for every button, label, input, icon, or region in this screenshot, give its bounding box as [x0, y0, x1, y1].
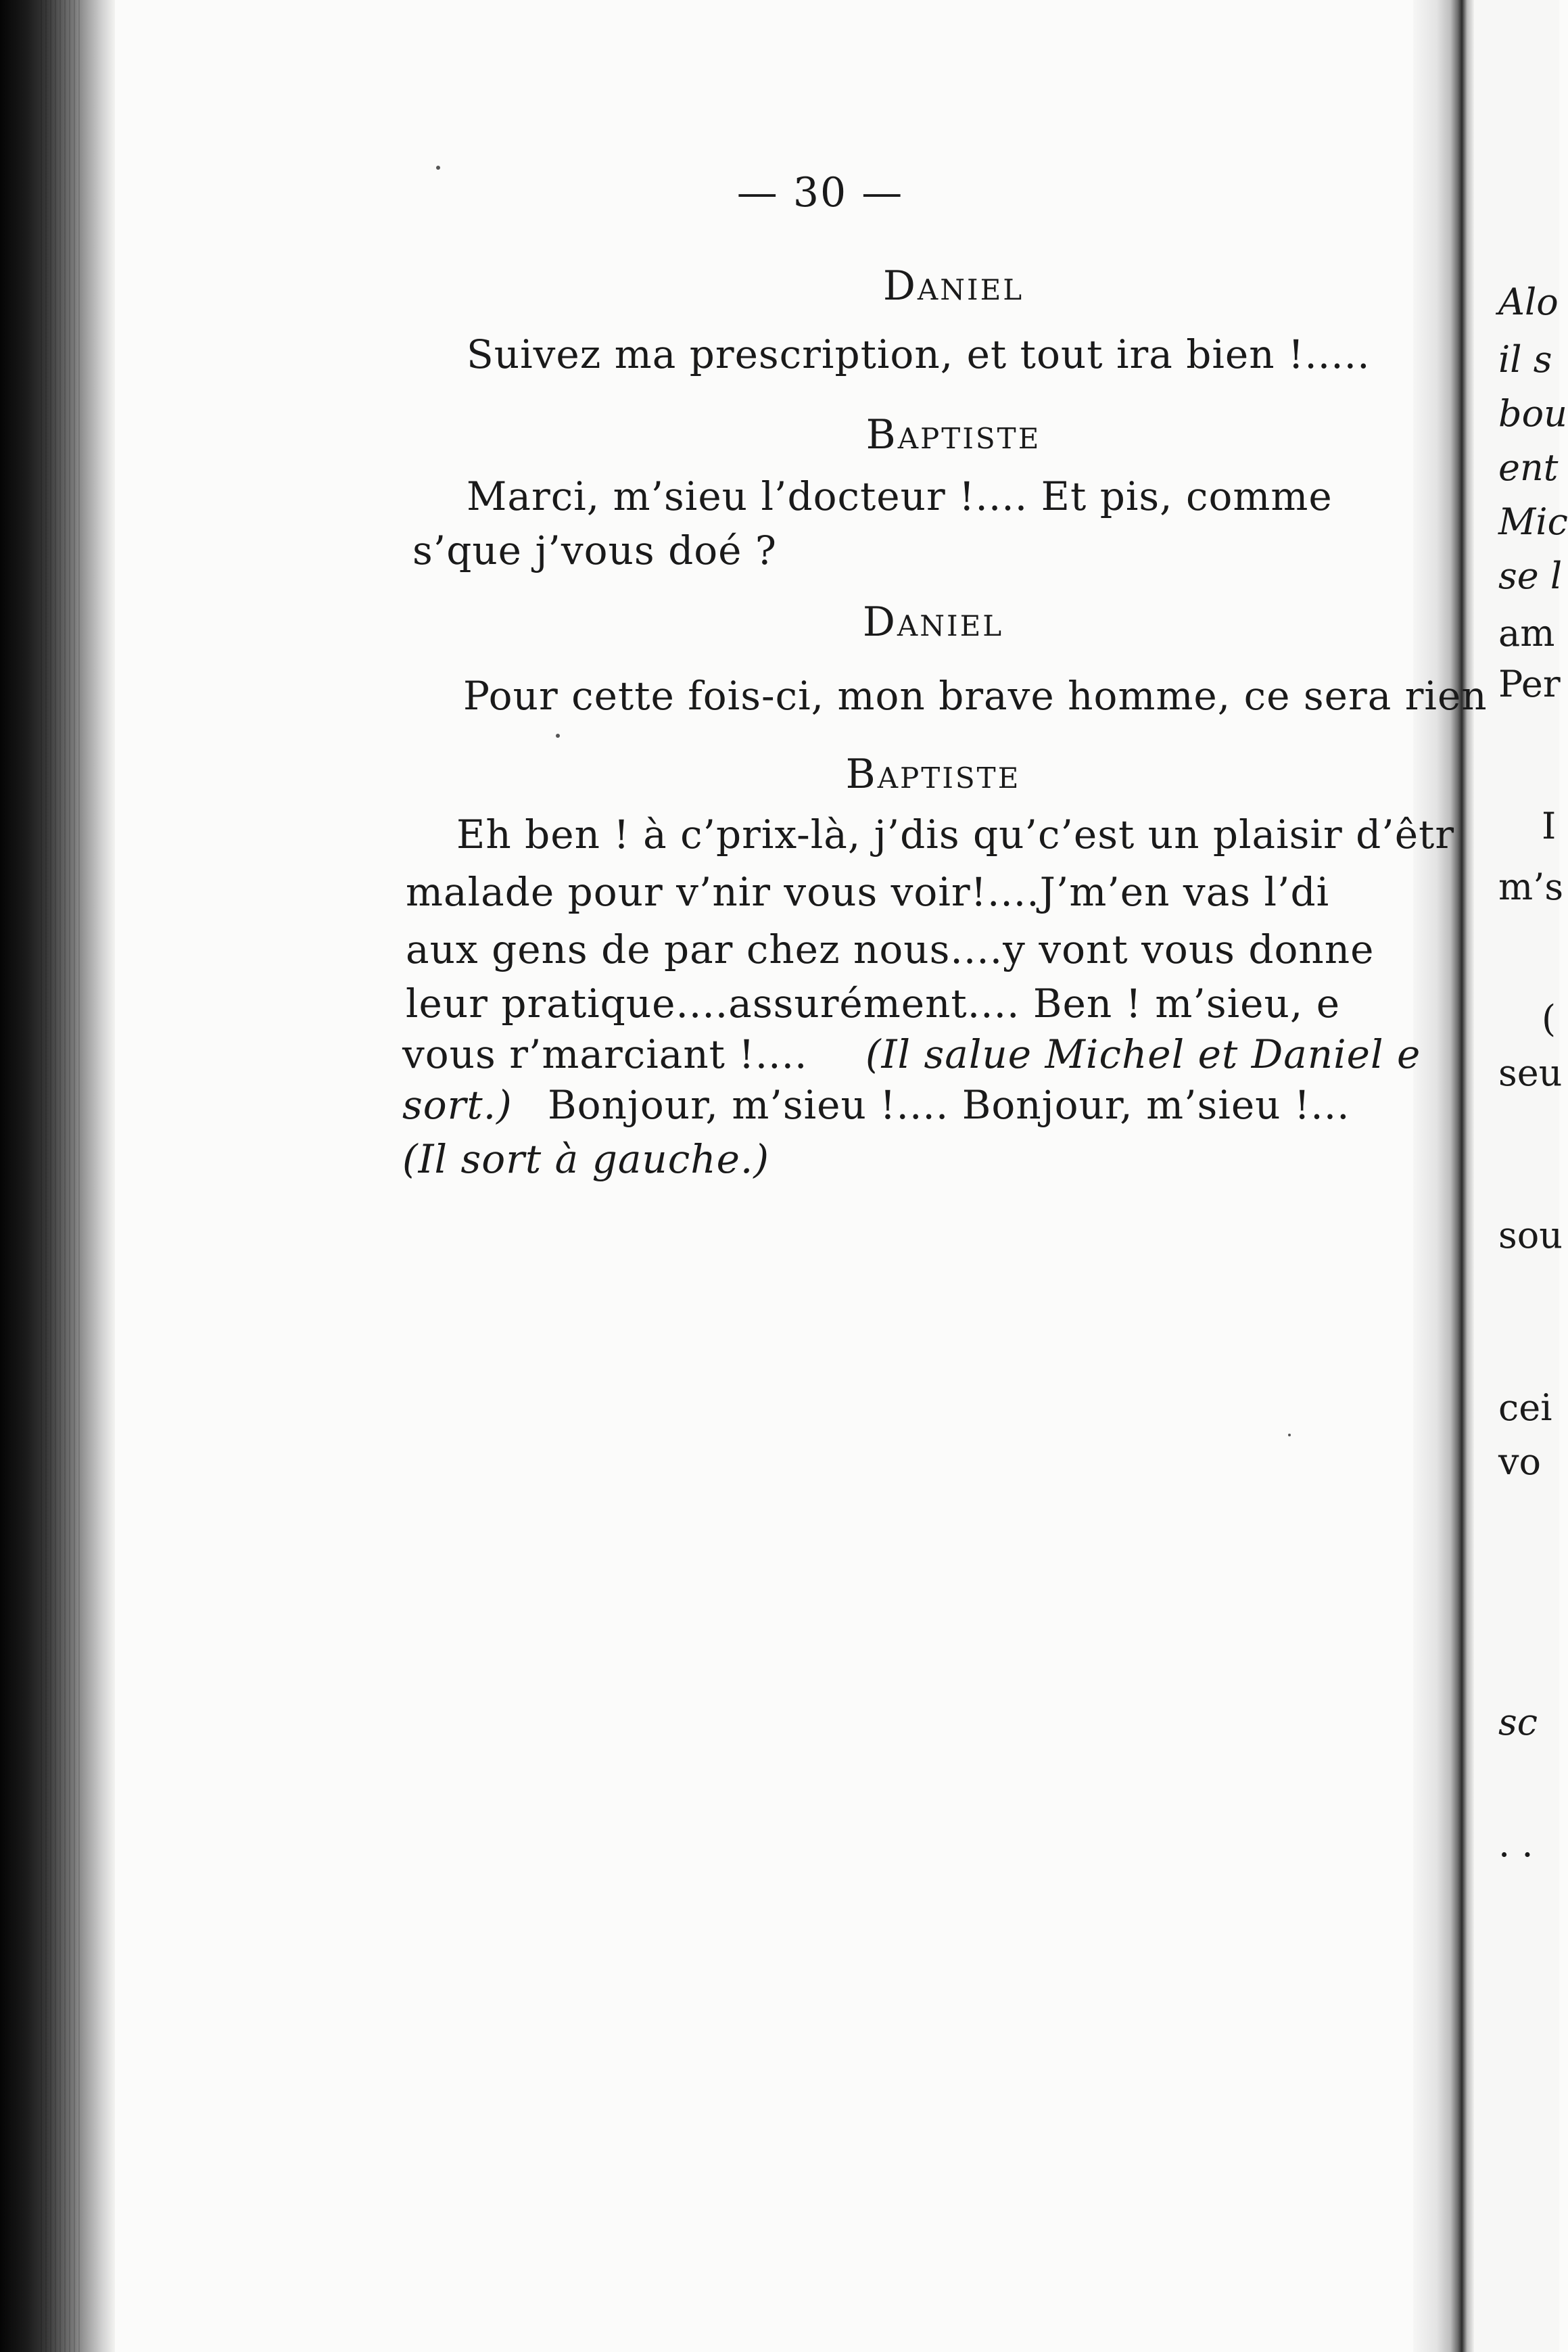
- facing-fragment: . .: [1498, 1822, 1534, 1865]
- stage-direction: (Il salue Michel et Daniel e: [865, 1031, 1421, 1077]
- stage-direction: sort.): [402, 1082, 513, 1128]
- speaker-name: Daniel: [882, 262, 1024, 310]
- dialogue-line: aux gens de par chez nous....y vont vous donne: [406, 926, 1375, 972]
- dialogue-line: vous r’marciant !....: [402, 1031, 808, 1077]
- play-text: [399, 0, 1488, 2352]
- speaker-name: Baptiste: [845, 751, 1021, 798]
- dialogue-line: Bonjour, m’sieu !.... Bonjour, m’sieu !...: [548, 1082, 1350, 1128]
- paper-speck: [556, 734, 560, 738]
- facing-fragment: Alo: [1498, 281, 1559, 323]
- facing-fragment: Per: [1498, 663, 1561, 705]
- facing-fragment: seu: [1498, 1052, 1563, 1094]
- facing-fragment: sou: [1498, 1214, 1563, 1256]
- paper-speck: [1288, 1434, 1291, 1436]
- facing-fragment: se l: [1498, 555, 1563, 597]
- dialogue-line: Pour cette fois-ci, mon brave homme, ce sera rien: [463, 673, 1488, 719]
- page-edges: [41, 0, 81, 2352]
- facing-fragment: I: [1542, 805, 1557, 847]
- dialogue-line: malade pour v’nir vous voir!....J’m’en vas l’di: [406, 869, 1330, 915]
- facing-page: [1474, 0, 1568, 2352]
- facing-fragment: il s: [1498, 338, 1552, 381]
- stage-direction: (Il sort à gauche.): [402, 1136, 769, 1182]
- dialogue-line: s’que j’vous doé ?: [412, 527, 778, 573]
- dialogue-line: Eh ben ! à c’prix-là, j’dis qu’c’est un plaisir d’êtr: [456, 812, 1455, 857]
- facing-fragment: cei: [1498, 1386, 1552, 1429]
- dialogue-line: leur pratique....assurément.... Ben ! m’sieu, e: [406, 981, 1341, 1027]
- facing-fragment: sc: [1498, 1701, 1538, 1743]
- speaker-name: Daniel: [862, 598, 1004, 646]
- dialogue-line: Suivez ma prescription, et tout ira bien !.....: [467, 331, 1371, 377]
- facing-fragment: m’s: [1498, 866, 1564, 908]
- page-number: — 30 —: [736, 169, 904, 216]
- paper-speck: [436, 166, 440, 170]
- speaker-name: Baptiste: [865, 411, 1041, 458]
- facing-fragment: am: [1498, 612, 1555, 655]
- facing-fragment: bou: [1498, 392, 1567, 435]
- facing-fragment: Mic: [1498, 500, 1568, 543]
- dialogue-line: Marci, m’sieu l’docteur !.... Et pis, comme: [467, 473, 1333, 519]
- facing-fragment: (: [1542, 997, 1557, 1040]
- facing-fragment: ent: [1498, 446, 1559, 489]
- facing-fragment: vo: [1498, 1440, 1542, 1483]
